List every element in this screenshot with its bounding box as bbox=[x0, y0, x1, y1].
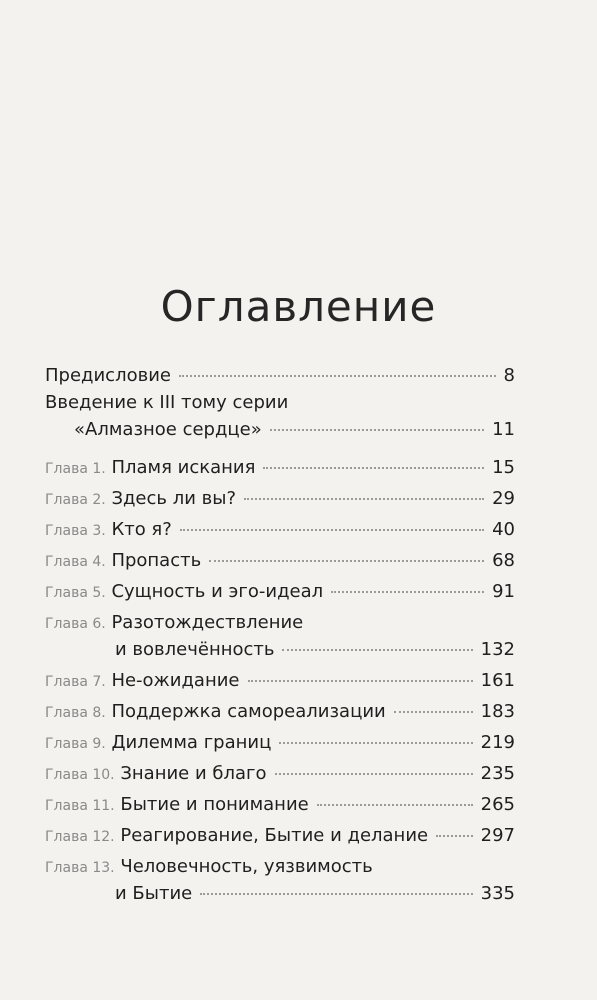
page-number: 335 bbox=[480, 883, 515, 904]
page-number: 29 bbox=[492, 488, 515, 509]
entry-title: Поддержка самореализации bbox=[111, 701, 386, 722]
chapter-prefix: Глава 11. bbox=[45, 798, 115, 814]
toc-entry[interactable] bbox=[45, 389, 515, 443]
chapter-prefix: Глава 3. bbox=[45, 523, 106, 539]
entry-title: Разотождествление bbox=[111, 612, 304, 633]
toc-entry[interactable] bbox=[45, 853, 515, 907]
page-title: Оглавление bbox=[160, 282, 437, 331]
leader-dots bbox=[275, 773, 473, 775]
leader-dots bbox=[270, 429, 484, 431]
chapter-prefix: Глава 12. bbox=[45, 829, 115, 845]
entry-title: Бытие и понимание bbox=[120, 794, 309, 815]
chapter-prefix: Глава 1. bbox=[45, 461, 106, 477]
entry-title: Здесь ли вы? bbox=[111, 488, 237, 509]
chapter-prefix: Глава 9. bbox=[45, 736, 106, 752]
entry-title: Пламя искания bbox=[111, 457, 256, 478]
entry-title: Сущность и эго-идеал bbox=[111, 581, 324, 602]
entry-title: Человечность, уязвимость bbox=[120, 856, 373, 877]
leader-dots bbox=[436, 835, 473, 837]
leader-dots bbox=[394, 711, 473, 713]
chapter-prefix: Глава 8. bbox=[45, 705, 106, 721]
leader-dots bbox=[279, 742, 472, 744]
toc-entry[interactable] bbox=[45, 547, 515, 574]
toc-entry[interactable] bbox=[45, 729, 515, 756]
leader-dots bbox=[244, 498, 484, 500]
toc-entry[interactable] bbox=[45, 516, 515, 543]
entry-title: Дилемма границ bbox=[111, 732, 272, 753]
chapter-prefix: Глава 5. bbox=[45, 585, 106, 601]
chapter-prefix: Глава 7. bbox=[45, 674, 106, 690]
page-number: 183 bbox=[480, 701, 515, 722]
chapter-prefix: Глава 6. bbox=[45, 616, 106, 632]
entry-title: Не-ожидание bbox=[111, 670, 240, 691]
toc-entry[interactable] bbox=[45, 609, 515, 663]
toc-entry[interactable] bbox=[45, 578, 515, 605]
chapter-prefix: Глава 2. bbox=[45, 492, 106, 508]
leader-dots bbox=[180, 529, 484, 531]
toc-entry[interactable] bbox=[45, 454, 515, 481]
page-number: 235 bbox=[480, 763, 515, 784]
leader-dots bbox=[263, 467, 484, 469]
toc-entry[interactable] bbox=[45, 760, 515, 787]
entry-title-continued: «Алмазное сердце» bbox=[74, 419, 262, 440]
leader-dots bbox=[209, 560, 484, 562]
leader-dots bbox=[317, 804, 473, 806]
entry-title: Знание и благо bbox=[120, 763, 267, 784]
entry-title: Предисловие bbox=[45, 365, 171, 386]
page-number: 161 bbox=[480, 670, 515, 691]
leader-dots bbox=[331, 591, 484, 593]
entry-title-continued: и вовлечённость bbox=[115, 639, 275, 660]
table-of-contents bbox=[45, 362, 515, 907]
page-number: 8 bbox=[503, 365, 515, 386]
entry-title-continued: и Бытие bbox=[115, 883, 193, 904]
page-number: 68 bbox=[492, 550, 515, 571]
leader-dots bbox=[248, 680, 473, 682]
toc-entry[interactable] bbox=[45, 822, 515, 849]
toc-entry[interactable] bbox=[45, 485, 515, 512]
page-number: 297 bbox=[480, 825, 515, 846]
entry-title: Введение к III тому серии bbox=[45, 392, 289, 413]
toc-entry[interactable] bbox=[45, 362, 515, 389]
page-number: 15 bbox=[492, 457, 515, 478]
toc-entry[interactable] bbox=[45, 791, 515, 818]
page-number: 40 bbox=[492, 519, 515, 540]
leader-dots bbox=[200, 893, 472, 895]
chapter-prefix: Глава 13. bbox=[45, 860, 115, 876]
page-number: 132 bbox=[480, 639, 515, 660]
chapter-prefix: Глава 4. bbox=[45, 554, 106, 570]
page-number: 91 bbox=[492, 581, 515, 602]
page-number: 265 bbox=[480, 794, 515, 815]
page-number: 219 bbox=[480, 732, 515, 753]
page-number: 11 bbox=[492, 419, 515, 440]
toc-entry[interactable] bbox=[45, 698, 515, 725]
toc-entry[interactable] bbox=[45, 667, 515, 694]
entry-title: Пропасть bbox=[111, 550, 202, 571]
leader-dots bbox=[179, 375, 496, 377]
chapter-prefix: Глава 10. bbox=[45, 767, 115, 783]
entry-title: Кто я? bbox=[111, 519, 172, 540]
leader-dots bbox=[282, 649, 472, 651]
entry-title: Реагирование, Бытие и делание bbox=[120, 825, 429, 846]
